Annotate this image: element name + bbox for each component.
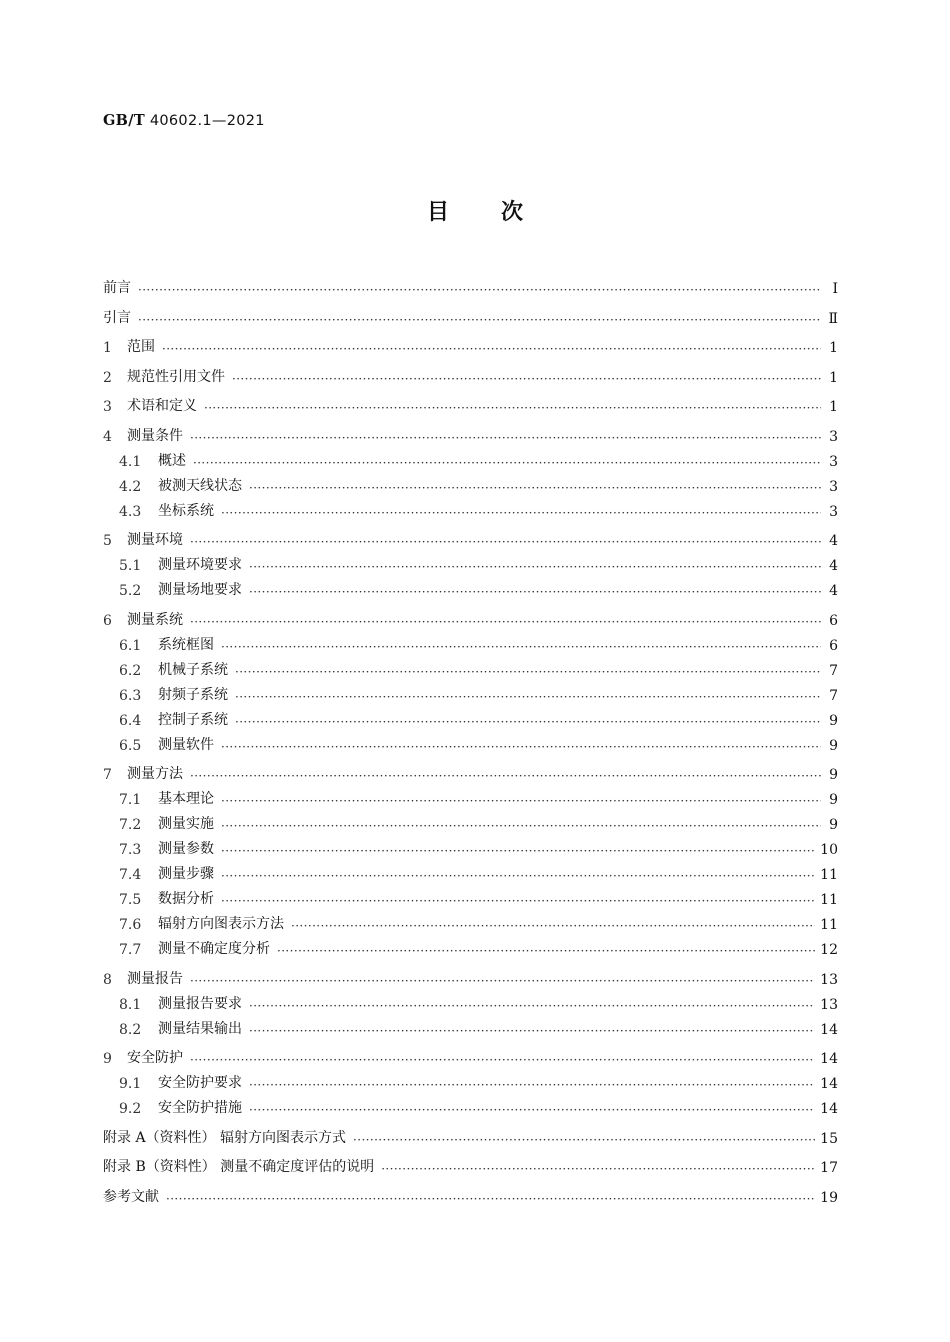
toc-entry-page: 7: [829, 662, 838, 679]
toc-entry-label: 辐射方向图表示方法: [158, 916, 284, 932]
toc-entry-number: 4.2: [119, 478, 142, 495]
toc-entry[interactable]: [103, 495, 838, 520]
toc-leader-dots: [190, 615, 821, 629]
toc-entry-number: 1: [103, 340, 112, 356]
toc-entry-label: 测量环境要求: [158, 557, 242, 573]
toc-entry[interactable]: [103, 1176, 838, 1206]
toc-entry[interactable]: [103, 958, 838, 988]
toc-entry-number: 8.1: [119, 996, 142, 1013]
toc-entry-label: 测量参数: [158, 841, 214, 857]
toc-entry[interactable]: [103, 808, 838, 833]
toc-leader-dots: [221, 640, 821, 654]
toc-entry[interactable]: [103, 1038, 838, 1068]
toc-entry-page: 4: [829, 558, 838, 574]
toc-entry[interactable]: [103, 629, 838, 654]
toc-entry-page: 4: [829, 583, 838, 599]
toc-entry-number: 7.5: [119, 892, 142, 908]
toc-entry-page: 3: [829, 428, 838, 445]
toc-entry-label: 引言: [103, 309, 131, 326]
toc-entry[interactable]: [103, 386, 838, 416]
toc-entry[interactable]: [103, 1013, 838, 1038]
toc-entry-label: 测量条件: [127, 427, 183, 444]
toc-entry-number: 6: [103, 612, 112, 629]
standard-prefix: GB/T: [103, 112, 145, 129]
toc-entry-number: 7: [103, 767, 112, 783]
toc-entry-label: 测量不确定度分析: [158, 941, 270, 957]
toc-entry-number: 6.3: [119, 687, 142, 704]
toc-entry-label: 机械子系统: [158, 661, 228, 678]
toc-entry-number: 4: [103, 428, 112, 445]
toc-entry-number: 9.1: [119, 1076, 142, 1092]
toc-entry-number: 9: [103, 1051, 112, 1067]
toc-entry-number: 4.3: [119, 503, 142, 520]
toc-leader-dots: [190, 1053, 815, 1067]
toc-leader-dots: [353, 1133, 815, 1147]
toc-entry-page: 12: [820, 942, 838, 958]
toc-leader-dots: [221, 740, 821, 754]
toc-leader-dots: [291, 919, 815, 933]
toc-entry[interactable]: [103, 679, 838, 704]
toc-entry-page: 9: [829, 737, 838, 754]
toc-entry-number: 8.2: [119, 1021, 142, 1038]
toc-entry[interactable]: [103, 654, 838, 679]
toc-entry[interactable]: [103, 415, 838, 445]
toc-entry[interactable]: [103, 549, 838, 574]
toc-entry-page: 14: [820, 1076, 838, 1092]
toc-entry[interactable]: [103, 833, 838, 858]
toc-entry-label: 测量场地要求: [158, 582, 242, 598]
toc-entry-number: 7.3: [119, 842, 142, 858]
toc-entry-label: 术语和定义: [127, 398, 197, 414]
toc-entry[interactable]: [103, 574, 838, 599]
toc-leader-dots: [235, 665, 821, 679]
toc-entry[interactable]: [103, 988, 838, 1013]
toc-leader-dots: [193, 456, 821, 470]
toc-leader-dots: [166, 1192, 815, 1206]
toc-entry[interactable]: [103, 297, 838, 327]
toc-leader-dots: [249, 585, 821, 599]
toc-entry-page: 9: [829, 712, 838, 729]
toc-entry-label: 数据分析: [158, 891, 214, 907]
toc-leader-dots: [235, 715, 821, 729]
toc-entry-page: 14: [820, 1021, 838, 1038]
toc-entry-label: 基本理论: [158, 791, 214, 807]
toc-entry-label: 概述: [158, 452, 186, 469]
toc-entry-number: 8: [103, 971, 112, 988]
toc-entry[interactable]: [103, 327, 838, 357]
toc-entry[interactable]: [103, 1147, 838, 1177]
toc-leader-dots: [190, 769, 821, 783]
toc-leader-dots: [221, 794, 821, 808]
table-of-contents: [103, 272, 838, 1206]
toc-entry-page: 10: [820, 842, 838, 858]
page-title: 目次: [426, 200, 575, 225]
toc-entry-label: 测量方法: [127, 766, 183, 782]
toc-entry-number: 5.1: [119, 558, 142, 574]
toc-entry-page: 9: [829, 817, 838, 833]
toc-leader-dots: [162, 342, 821, 356]
toc-entry-page: 1: [829, 369, 838, 386]
toc-entry-label: 测量软件: [158, 736, 214, 753]
toc-entry-page: 13: [820, 996, 838, 1013]
toc-leader-dots: [249, 1078, 815, 1092]
toc-entry-page: 1: [829, 399, 838, 415]
toc-entry-label: 附录 B（资料性） 测量不确定度评估的说明: [103, 1159, 375, 1175]
toc-entry[interactable]: [103, 470, 838, 495]
standard-number: 40602.1—2021: [149, 113, 265, 129]
toc-entry[interactable]: [103, 729, 838, 754]
toc-leader-dots: [204, 401, 821, 415]
toc-leader-dots: [221, 894, 815, 908]
toc-entry-label: 测量报告要求: [158, 995, 242, 1012]
toc-entry-number: 6.5: [119, 737, 142, 754]
toc-leader-dots: [381, 1162, 815, 1176]
toc-entry-label: 附录 A（资料性） 辐射方向图表示方式: [103, 1129, 347, 1146]
toc-entry-label: 前言: [103, 280, 131, 296]
toc-leader-dots: [235, 690, 821, 704]
toc-entry-page: 1: [829, 340, 838, 356]
toc-entry-label: 坐标系统: [158, 502, 214, 519]
toc-entry-page: 6: [829, 612, 838, 629]
toc-entry-page: 7: [829, 687, 838, 704]
toc-entry-page: 14: [820, 1101, 838, 1117]
toc-leader-dots: [190, 535, 821, 549]
toc-entry-number: 2: [103, 369, 112, 386]
toc-entry[interactable]: [103, 520, 838, 550]
toc-entry-number: 6.2: [119, 662, 142, 679]
toc-entry[interactable]: [103, 599, 838, 629]
toc-entry-label: 范围: [127, 339, 155, 355]
toc-entry-page: Ⅰ: [832, 281, 838, 297]
toc-leader-dots: [249, 560, 821, 574]
toc-entry-page: 9: [829, 767, 838, 783]
standard-code: [103, 112, 265, 129]
toc-entry-label: 安全防护要求: [158, 1075, 242, 1091]
toc-entry-page: 13: [820, 971, 838, 988]
toc-entry-page: 11: [820, 917, 838, 933]
toc-entry-number: 4.1: [119, 453, 142, 470]
toc-entry[interactable]: [103, 883, 838, 908]
toc-leader-dots: [249, 1024, 815, 1038]
toc-entry-page: 15: [820, 1130, 838, 1147]
toc-entry[interactable]: [103, 1117, 838, 1147]
toc-entry-number: 7.4: [119, 867, 142, 883]
toc-entry-label: 参考文献: [103, 1188, 159, 1205]
toc-entry-label: 控制子系统: [158, 711, 228, 728]
toc-entry-label: 系统框图: [158, 636, 214, 653]
toc-leader-dots: [138, 283, 821, 297]
toc-entry-label: 测量环境: [127, 532, 183, 548]
toc-leader-dots: [221, 844, 815, 858]
toc-entry[interactable]: [103, 933, 838, 958]
toc-leader-dots: [249, 999, 815, 1013]
toc-entry-number: 7.6: [119, 917, 142, 933]
toc-entry-number: 5.2: [119, 583, 142, 599]
toc-leader-dots: [221, 506, 821, 520]
toc-leader-dots: [277, 944, 815, 958]
toc-entry-label: 射频子系统: [158, 686, 228, 703]
toc-leader-dots: [249, 1103, 815, 1117]
toc-entry-number: 5: [103, 533, 112, 549]
toc-entry-page: 3: [829, 503, 838, 520]
toc-entry-label: 测量报告: [127, 970, 183, 987]
toc-entry[interactable]: [103, 754, 838, 784]
toc-entry-page: Ⅱ: [828, 310, 838, 327]
toc-entry-label: 测量结果输出: [158, 1020, 242, 1037]
toc-entry-label: 安全防护措施: [158, 1100, 242, 1116]
toc-entry-number: 7.2: [119, 817, 142, 833]
toc-entry[interactable]: [103, 704, 838, 729]
toc-entry[interactable]: [103, 272, 838, 297]
toc-entry[interactable]: [103, 858, 838, 883]
toc-entry-label: 安全防护: [127, 1050, 183, 1066]
toc-leader-dots: [190, 431, 821, 445]
toc-entry[interactable]: [103, 908, 838, 933]
toc-entry[interactable]: [103, 783, 838, 808]
toc-entry-number: 9.2: [119, 1101, 142, 1117]
toc-entry-page: 3: [829, 453, 838, 470]
toc-leader-dots: [138, 313, 821, 327]
toc-leader-dots: [232, 372, 821, 386]
toc-leader-dots: [190, 974, 815, 988]
toc-entry-page: 4: [829, 533, 838, 549]
toc-entry-number: 7.1: [119, 792, 142, 808]
toc-entry-number: 6.1: [119, 637, 142, 654]
toc-entry-number: 6.4: [119, 712, 142, 729]
toc-entry-number: 3: [103, 399, 112, 415]
toc-entry[interactable]: [103, 1092, 838, 1117]
toc-entry-page: 11: [820, 892, 838, 908]
toc-entry-page: 19: [820, 1189, 838, 1206]
toc-leader-dots: [221, 819, 821, 833]
toc-entry-page: 11: [820, 867, 838, 883]
toc-entry-page: 9: [829, 792, 838, 808]
toc-entry-label: 测量实施: [158, 816, 214, 832]
toc-entry-label: 被测天线状态: [158, 477, 242, 494]
toc-leader-dots: [249, 481, 821, 495]
toc-leader-dots: [221, 869, 815, 883]
toc-entry-number: 7.7: [119, 942, 142, 958]
toc-entry[interactable]: [103, 1067, 838, 1092]
toc-entry-label: 测量系统: [127, 611, 183, 628]
toc-entry-page: 3: [829, 478, 838, 495]
toc-entry-page: 6: [829, 637, 838, 654]
toc-entry-label: 规范性引用文件: [127, 368, 225, 385]
toc-entry[interactable]: [103, 445, 838, 470]
toc-entry-label: 测量步骤: [158, 866, 214, 882]
toc-entry-page: 17: [820, 1160, 838, 1176]
toc-entry[interactable]: [103, 356, 838, 386]
toc-entry-page: 14: [820, 1051, 838, 1067]
